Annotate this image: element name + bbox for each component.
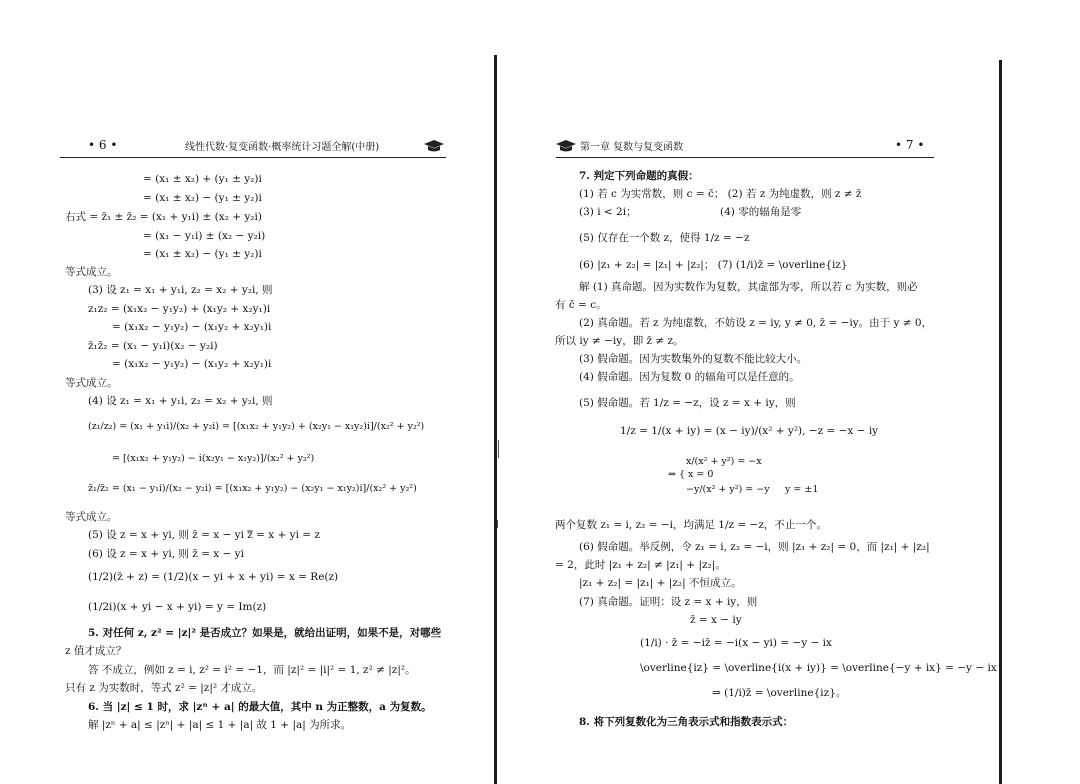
text-line: (5) 仅存在一个数 z，使得 1/z = −z (579, 232, 750, 244)
text-line: = (x₁ − y₁i) ± (x₂ − y₂i) (143, 230, 266, 242)
text-line: 5. 对任何 z, z² = |z|² 是否成立？如果是，就给出证明，如果不是，对哪些 (88, 627, 442, 639)
text-line: (4) 假命题。因为复数 0 的辐角可以是任意的。 (579, 371, 800, 383)
mortarboard-logo-icon (556, 138, 576, 152)
text-line: 解 (1) 真命题。因为实数作为复数，其虚部为零，所以若 c 为实数，则必 (579, 281, 918, 293)
text-line: (5) 假命题。若 1/z = −z，设 z = x + iy，则 (579, 397, 796, 409)
text-line: 解 |zⁿ + a| ≤ |zⁿ| + |a| ≤ 1 + |a| 故 1 + |a| 为所求。 (88, 719, 352, 731)
text-line: 有 c̄ = c。 (555, 299, 607, 311)
right-page-header (500, 138, 1000, 158)
text-line: 所以 iy ≠ −iy，即 z̄ ≠ z。 (555, 335, 684, 347)
text-line: = (x₁ ± x₂) + (y₁ ± y₂)i (143, 173, 262, 185)
text-line: ⇒ { x = 0 (668, 469, 714, 480)
text-line: x/(x² + y²) = −x (686, 456, 762, 467)
text-line: −y/(x² + y²) = −y (686, 484, 770, 495)
text-line: (1/2i)(x + yi − x + yi) = y = Im(z) (88, 601, 267, 613)
text-line: 等式成立。 (65, 377, 118, 389)
text-line: (3) 设 z₁ = x₁ + y₁i, z₂ = x₂ + y₂i, 则 (88, 284, 273, 296)
left-running-title: 线性代数·复变函数·概率统计习题全解(中册) (185, 142, 380, 153)
text-line: 8. 将下列复数化为三角表示式和指数表示式： (579, 716, 794, 728)
text-line: = (x₁x₂ − y₁y₂) − (x₁y₂ + x₂y₁)i (112, 358, 272, 370)
text-line: z̄₁/z̄₂ = (x₁ − y₁i)/(x₂ − y₂i) = [(x₁x₂ + y₁y₂) − (x₂y₁ − x₁y₂)i]/(x₂² + y₂²) (88, 483, 417, 494)
text-line: ⇒ (1/i)z̄ = \overline{iz}。 (712, 687, 847, 699)
text-line: 6. 当 |z| ≤ 1 时，求 |zⁿ + a| 的最大值，其中 n 为正整数，a 为复数。 (88, 701, 432, 713)
text-line: (3) 假命题。因为实数集外的复数不能比较大小。 (579, 353, 808, 365)
text-line: (1/i) · z̄ = −iz̄ = −i(x − yi) = −y − ix (640, 637, 832, 649)
text-line: = (x₁ ± x₂) − (y₁ ± y₂)i (143, 248, 262, 260)
text-line: (6) 设 z = x + yi, 则 z̄ = x − yi (88, 548, 244, 560)
text-line: = (x₁ ± x₂) − (y₁ ± y₂)i (143, 192, 262, 204)
text-line: (6) |z₁ + z₂| = |z₁| + |z₂|； (7) (1/i)z̄ = \overline{iz} (579, 259, 848, 271)
right-page (500, 0, 1000, 784)
text-line: |z₁ + z₂| = |z₁| + |z₂| 不恒成立。 (579, 577, 742, 589)
mortarboard-logo-icon (424, 138, 444, 152)
text-line: \overline{iz} = \overline{i(x + iy)} = \overline{−y + ix} = −y − ix (640, 662, 997, 674)
text-line: 答 不成立，例如 z = i, z² = i² = −1，而 |z|² = |i|² = 1, z² ≠ |z|²。 (88, 664, 416, 676)
text-line: z₁z₂ = (x₁x₂ − y₁y₂) + (x₁y₂ + x₂y₁)i (88, 303, 271, 315)
right-running-title: 第一章 复数与复变函数 (580, 142, 684, 153)
text-line: z̄₁z̄₂ = (x₁ − y₁i)(x₂ − y₂i) (88, 340, 218, 352)
text-line: (z₁/z₂) = (x₁ + y₁i)/(x₂ + y₂i) = [(x₁x₂ + y₁y₂) + (x₂y₁ − x₁y₂)i]/(x₂² + y₂²) (88, 421, 425, 432)
text-line: 只有 z 为实数时，等式 z² = |z|² 才成立。 (65, 682, 263, 694)
text-line: 7. 判定下列命题的真假： (579, 170, 699, 182)
text-line: = [(x₁x₂ + y₁y₂) − i(x₂y₁ − x₁y₂)]/(x₂² + y₂²) (112, 453, 315, 464)
text-line: (1) 若 c 为实常数，则 c = c̄； (2) 若 z 为纯虚数，则 z ≠ z̄ (579, 188, 862, 200)
text-line: 两个复数 z₁ = i, z₂ = −i，均满足 1/z = −z，不止一个。 (555, 519, 827, 531)
text-line: (6) 假命题。举反例，令 z₁ = i, z₂ = −i，则 |z₁ + z₂| = 0，而 |z₁| + |z₂| (579, 541, 930, 553)
text-line: (7) 真命题。证明：设 z = x + iy，则 (579, 596, 758, 608)
text-line: (3) i < 2i； (4) 零的辐角是零 (579, 206, 802, 218)
text-line: = 2，此时 |z₁ + z₂| ≠ |z₁| + |z₂|。 (555, 559, 726, 571)
text-line: = (x₁x₂ − y₁y₂) − (x₁y₂ + x₂y₁)i (112, 321, 272, 333)
text-line: z̄ = x − iy (690, 614, 742, 626)
text-line: z 值才成立？ (65, 645, 127, 657)
text-line: 等式成立。 (65, 266, 118, 278)
text-line: (1/2)(z̄ + z) = (1/2)(x − yi + x + yi) = x = Re(z) (88, 571, 339, 583)
right-page-number: • 7 • (895, 138, 925, 152)
text-line: (4) 设 z₁ = x₁ + y₁i, z₂ = x₂ + y₂i, 则 (88, 395, 273, 407)
text-line: 等式成立。 (65, 511, 118, 523)
left-page-header (0, 138, 497, 158)
left-page (0, 0, 497, 784)
left-page-number: • 6 • (88, 138, 118, 152)
left-page-edge (494, 55, 497, 784)
text-line: 1/z = 1/(x + iy) = (x − iy)/(x² + y²), −z = −x − iy (620, 425, 879, 437)
right-page-edge (999, 60, 1002, 784)
text-line: (2) 真命题。若 z 为纯虚数，不妨设 z = iy, y ≠ 0, z̄ = −iy。由于 y ≠ 0， (579, 317, 933, 329)
left-header-rule (60, 157, 446, 158)
scan-mark (498, 440, 499, 458)
text-line: 右式 = z̄₁ ± z̄₂ = (x₁ + y₁i) ± (x₂ + y₂i) (65, 211, 262, 223)
text-line: y = ±1 (785, 484, 819, 495)
scan-mark (497, 520, 498, 528)
right-header-rule (556, 157, 934, 158)
text-line: (5) 设 z = x + yi, 则 z̄ = x − yi z̿ = x + yi = z (88, 529, 320, 541)
